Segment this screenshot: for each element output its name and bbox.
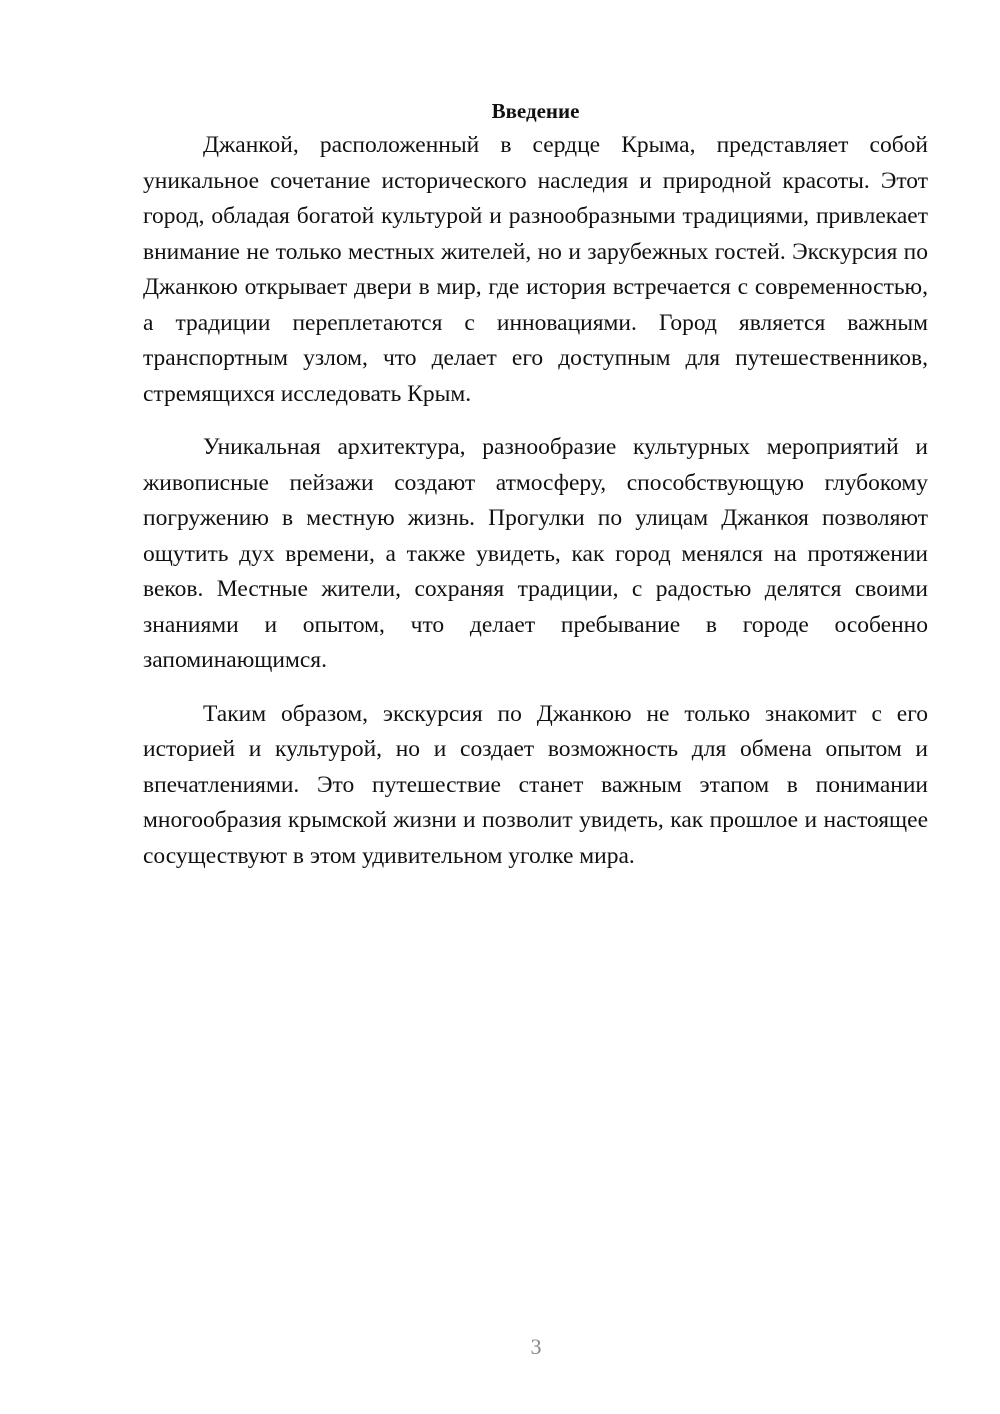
page-content [143, 96, 928, 892]
paragraph-2: Уникальная архитектура, разнообразие культурных мероприятий и живописные пейзажи создают атмосферу, способствующую глубокому погружению в местную жизнь. Прогулки по улицам Джанкоя позволяют ощутить дух времени, а также увидеть, как город менялся на протяжении веков. Местные жители, сохраняя традиции, с радостью делятся своими знаниями и опытом, что делает пребывание в городе особенно запоминающимся. [143, 434, 928, 673]
paragraph-3: Таким образом, экскурсия по Джанкою не только знакомит с его историей и культурой, но и создает возможность для обмена опытом и впечатлениями. Это путешествие станет важным этапом в понимании многообразия крымской жизни и позволит увидеть, как прошлое и настоящее сосуществуют в этом удивительном уголке мира. [143, 700, 928, 869]
section-heading: Введение [491, 99, 580, 123]
page-number: 3 [530, 1334, 542, 1359]
paragraph-1: Джанкой, расположенный в сердце Крыма, представляет собой уникальное сочетание исторического наследия и природной красоты. Этот город, обладая богатой культурой и разнообразными традициями, привлекает внимание не только местных жителей, но и зарубежных гостей. Экскурсия по Джанкою открывает двери в мир, где история встречается с современностью, а традиции переплетаются с инновациями. Город является важным транспортным узлом, что делает его доступным для путешественников, стремящихся исследовать Крым. [143, 132, 928, 407]
